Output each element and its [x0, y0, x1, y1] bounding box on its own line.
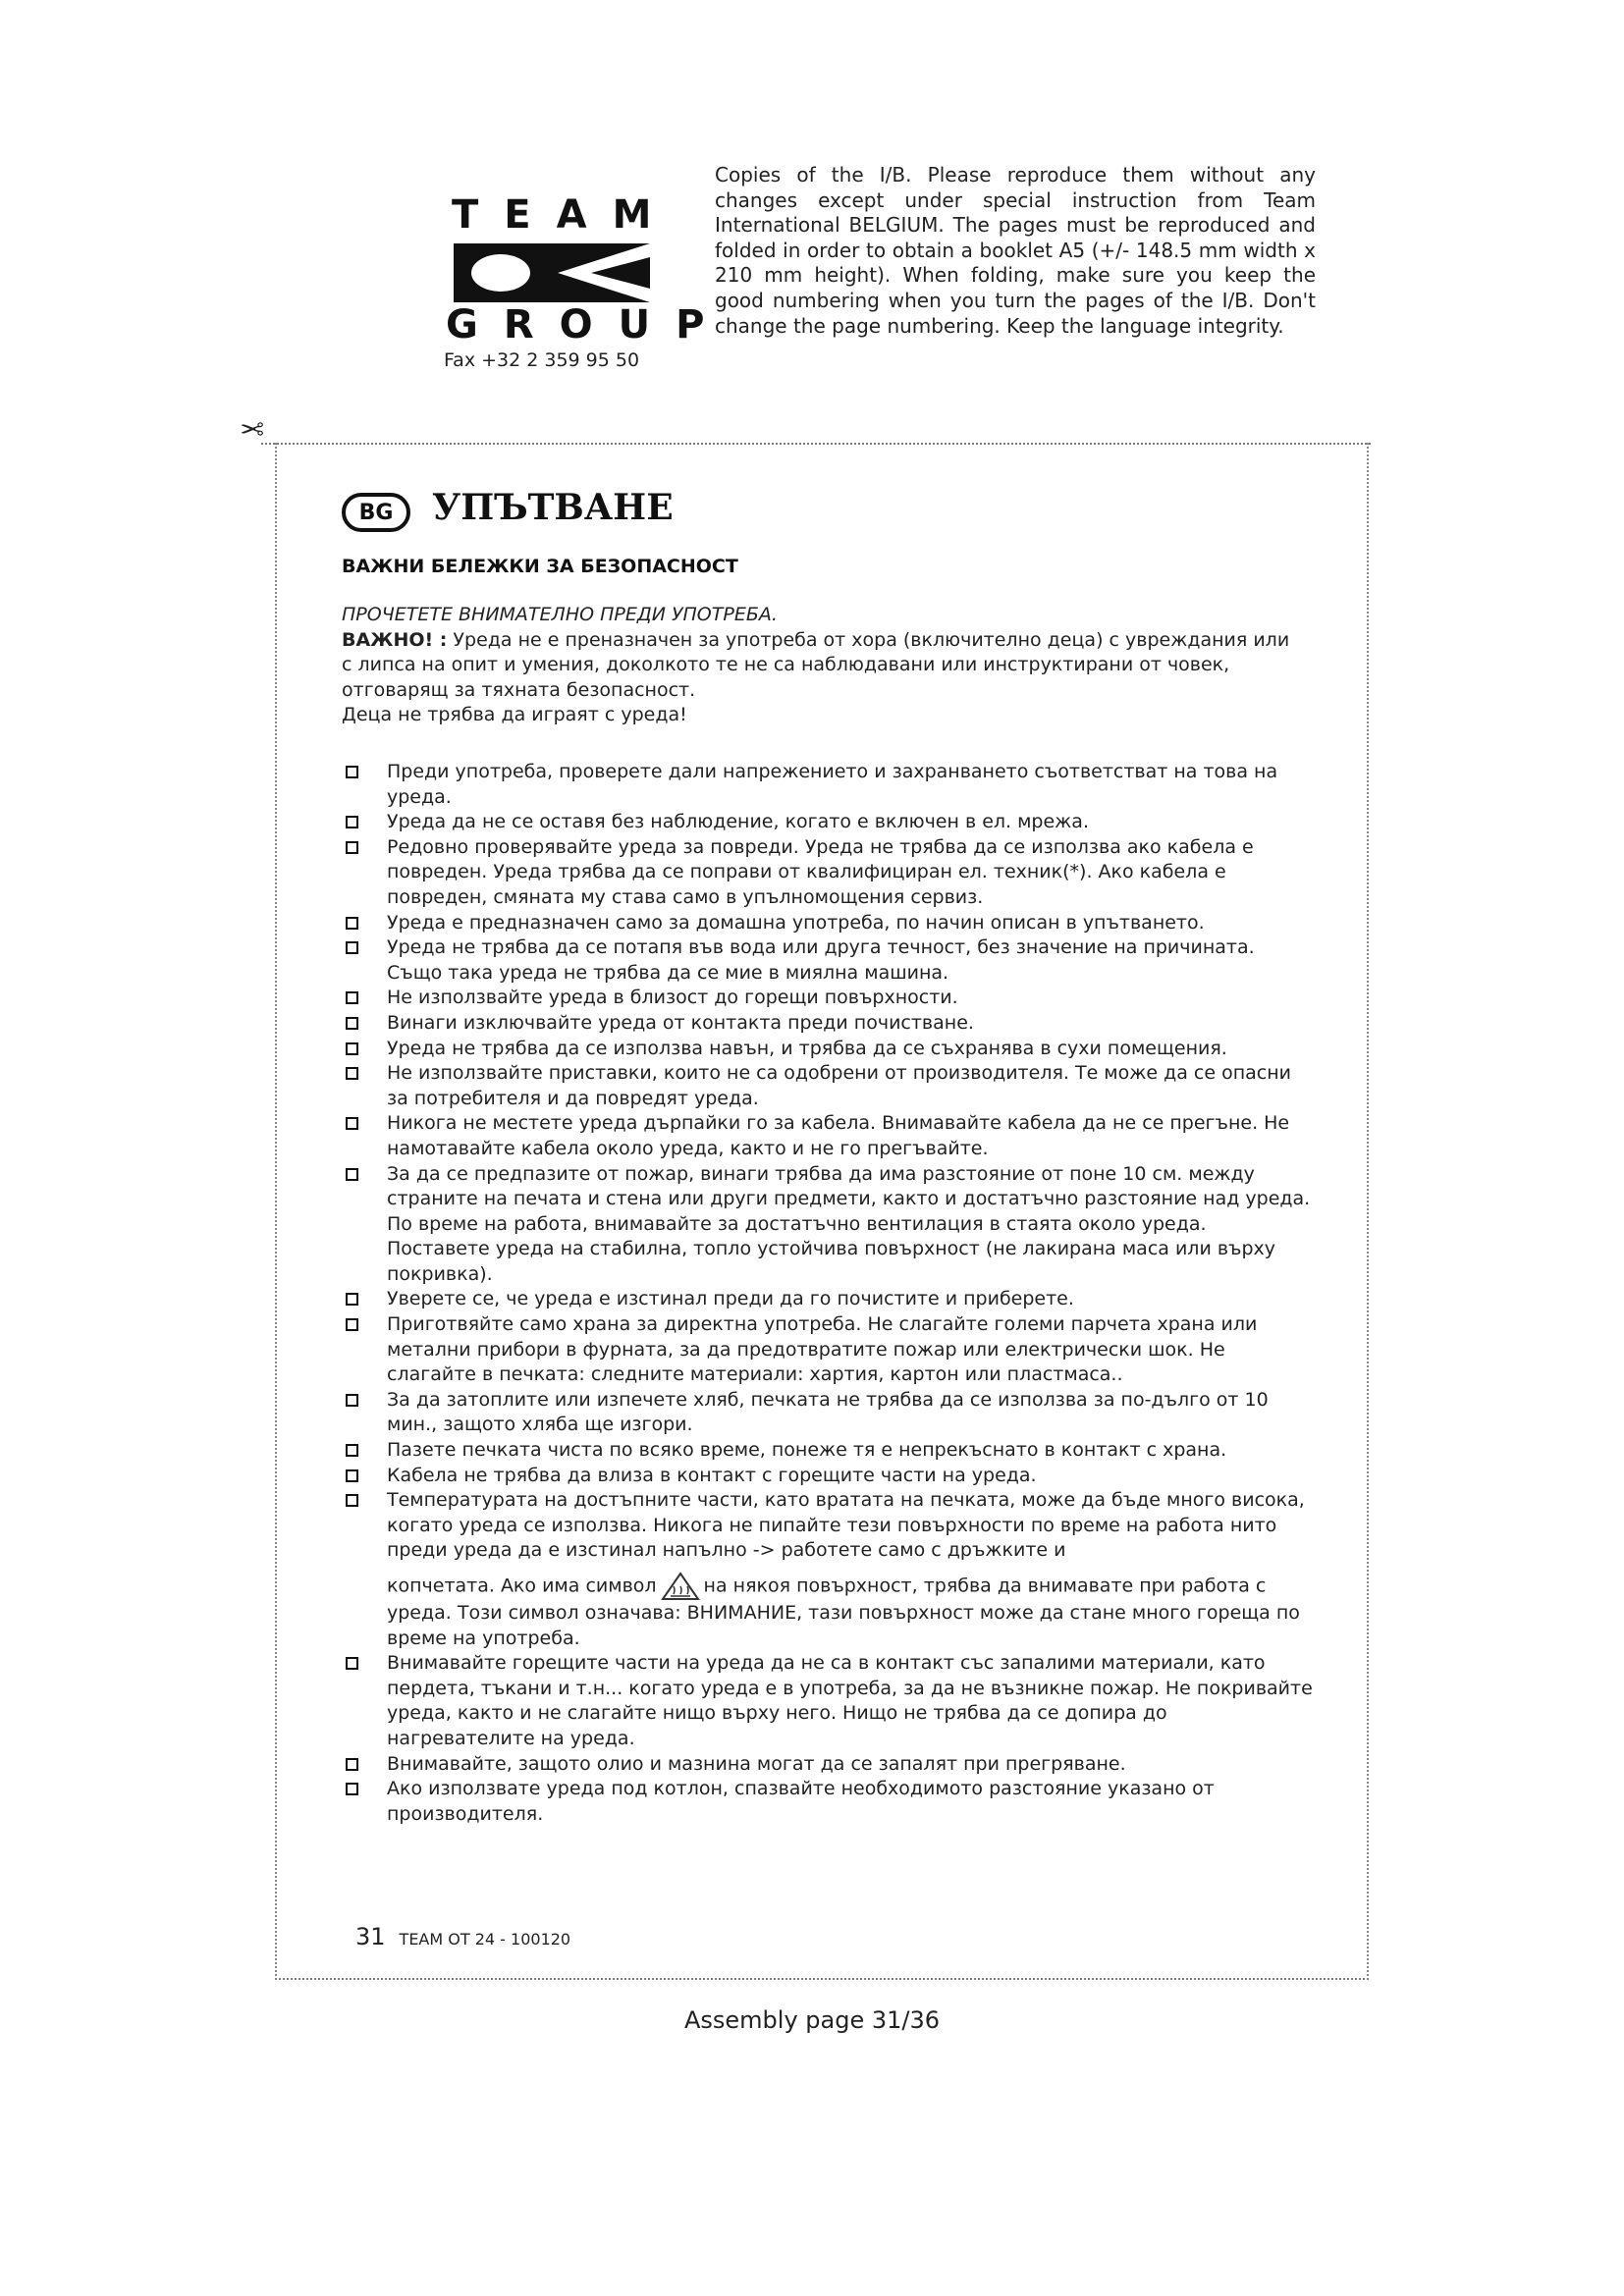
checkbox-bullet-icon	[346, 1293, 358, 1306]
page-title: УПЪТВАНЕ	[432, 487, 674, 528]
assembly-page-label: Assembly page 31/36	[683, 2006, 941, 2034]
checkbox-bullet-icon	[346, 841, 358, 854]
list-item: Пазете печката чиста по всяко време, понеже тя е непрекъснато в контакт с храна.	[342, 1438, 1314, 1464]
page-footer	[355, 1923, 570, 1950]
list-item: Не използвайте уреда в близост до горещи повърхности.	[342, 986, 1314, 1011]
checkbox-bullet-icon	[346, 1657, 358, 1670]
read-carefully-text: ПРОЧЕТЕТЕ ВНИМАТЕЛНО ПРЕДИ УПОТРЕБА.	[342, 604, 778, 625]
scissors-icon: ✂	[240, 410, 265, 445]
safety-list	[342, 760, 1314, 1827]
list-item: За да се предпазите от пожар, винаги трябва да има разстояние от поне 10 см. между страните на печата и стена или други предмети, както и достатъчно разстояние над уреда. По време на работа, внимавайте за достатъчно вентилация в стаята около уреда. Поставете уреда на стабилна, топло устойчива повърхност (не лакирана маса или върху покривка).	[342, 1162, 1314, 1288]
checkbox-bullet-icon	[346, 1494, 358, 1507]
page-number: 31	[355, 1923, 386, 1950]
hot-surface-warning-icon	[661, 1572, 700, 1601]
logo-bottom-word: GROUP	[446, 302, 731, 347]
list-item: Преди употреба, проверете дали напрежението и захранването съответстват на това на уреда.	[342, 760, 1314, 810]
checkbox-bullet-icon	[346, 1394, 358, 1407]
list-item: Никога не местете уреда дърпайки го за кабела. Внимавайте кабела да не се прегъне. Не намотавайте кабела около уреда, както и не го прегъвайте.	[342, 1111, 1314, 1161]
list-item: Приготвяйте само храна за директна употреба. Не слагайте големи парчета храна или метални прибори в фурната, за да предотвратите пожар или електрически шок. Не слагайте в печката: следните материали: хартия, картон или пластмаса..	[342, 1312, 1314, 1388]
list-item: Внимавайте горещите части на уреда да не са в контакт със запалими материали, като пердета, тъкани и т.н... когато уреда е в употреба, за да не възникне пожар. Не покривайте уреда, както и не слагайте нищо върху него. Нищо не трябва да се допира до нагревателите на уреда.	[342, 1651, 1314, 1751]
list-item: Редовно проверявайте уреда за повреди. Уреда не трябва да се използва ако кабела е повреден. Уреда трябва да се поправи от квалифициран ел. техник(*). Ако кабела е повреден, смяната му става само в упълномощения сервиз.	[342, 835, 1314, 911]
checkbox-bullet-icon	[346, 1042, 358, 1055]
list-item: Уверете се, че уреда е изстинал преди да го почистите и приберете.	[342, 1287, 1314, 1312]
list-item: Уреда не трябва да се потапя във вода или друга течност, без значение на причината. Също така уреда не трябва да се мие в миялна машина.	[342, 935, 1314, 986]
list-item: Уреда да не се оставя без наблюдение, когато е включен в ел. мрежа.	[342, 810, 1314, 835]
checkbox-bullet-icon	[346, 1017, 358, 1030]
fax-number: Fax +32 2 359 95 50	[444, 349, 640, 371]
checkbox-bullet-icon	[346, 816, 358, 828]
checkbox-bullet-icon	[346, 1758, 358, 1771]
intro-block	[342, 603, 1294, 728]
language-badge: BG	[342, 493, 410, 532]
checkbox-bullet-icon	[346, 1318, 358, 1331]
list-item: Винаги изключвайте уреда от контакта преди почистване.	[342, 1011, 1314, 1037]
checkbox-bullet-icon	[346, 917, 358, 930]
checkbox-bullet-icon	[346, 1444, 358, 1457]
checkbox-bullet-icon	[346, 1117, 358, 1130]
logo-top-word: TEAM	[452, 192, 677, 238]
important-label: ВАЖНО! :	[342, 628, 448, 651]
list-item: Уреда не трябва да се използва навън, и трябва да се съхранява в сухи помещения.	[342, 1037, 1314, 1062]
list-item-hot-surface: Температурата на достъпните части, като вратата на печката, може да бъде много висока, когато уреда се използва. Никога не пипайте тези повърхности по време на работа нито преди уреда да е изстинал напълно -> работете само с дръжките и копчетата. Ако има символ на някоя повърхност, трябва да внимавате при работа с уреда. Този символ означава: ВНИМАНИЕ, тази повърхност може да стане много гореща по време на употреба.	[342, 1488, 1314, 1651]
checkbox-bullet-icon	[346, 1168, 358, 1181]
model-code: TEAM OT 24 - 100120	[399, 1930, 571, 1949]
list-item: Внимавайте, защото олио и мазнина могат да се запалят при прегряване.	[342, 1752, 1314, 1778]
logo-mark-icon	[454, 243, 650, 302]
important-paragraph	[342, 628, 1294, 704]
copies-instruction: Copies of the I/B. Please reproduce them without any changes except under special instruction from Team International BELGIUM. The pages must be reproduced and folded in order to obtain a booklet A5 (+/- 148.5 mm width x 210 mm height). When folding, make sure you keep the good numbering when you turn the pages of the I/B. Don't change the page numbering. Keep the language integrity.	[715, 163, 1316, 338]
list-item: Кабела не трябва да влиза в контакт с горещите части на уреда.	[342, 1464, 1314, 1489]
checkbox-bullet-icon	[346, 941, 358, 954]
safety-heading: ВАЖНИ БЕЛЕЖКИ ЗА БЕЗОПАСНОСТ	[342, 556, 738, 577]
checkbox-bullet-icon	[346, 1783, 358, 1795]
list-item: Уреда е предназначен само за домашна употреба, по начин описан в упътването.	[342, 911, 1314, 936]
checkbox-bullet-icon	[346, 1469, 358, 1482]
checkbox-bullet-icon	[346, 1067, 358, 1080]
checkbox-bullet-icon	[346, 766, 358, 778]
list-item: За да затоплите или изпечете хляб, печката не трябва да се използва за по-дълго от 10 мин., защото хляба ще изгори.	[342, 1388, 1314, 1438]
checkbox-bullet-icon	[346, 991, 358, 1004]
list-item: Ако използвате уреда под котлон, спазвайте необходимото разстояние указано от производителя.	[342, 1777, 1314, 1827]
children-warning: Деца не трябва да играят с уреда!	[342, 704, 687, 726]
important-text: Уреда не е преназначен за употреба от хора (включително деца) с увреждания или с липса на опит и умения, доколкото те не са наблюдавани или инструктирани от човек, отговарящ за тяхната безопасност.	[342, 628, 1290, 701]
list-item: Не използвайте приставки, които не са одобрени от производителя. Те може да се опасни за потребителя и да повредят уреда.	[342, 1061, 1314, 1111]
